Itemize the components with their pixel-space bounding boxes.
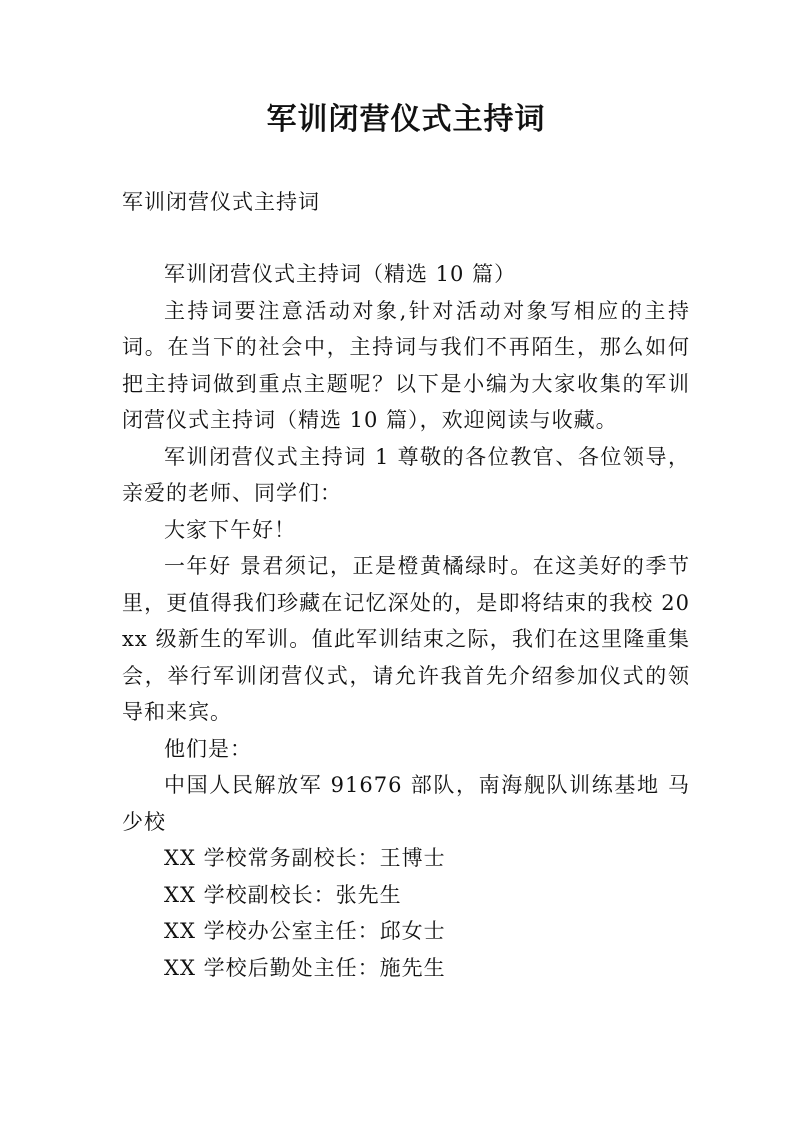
paragraph-opening: 一年好 景君须记，正是橙黄橘绿时。在这美好的季节里，更值得我们珍藏在记忆深处的，是即将结束的我校 20xx 级新生的军训。值此军训结束之际，我们在这里隆重集会，举行军训闭营仪式，请允许我首先介绍参加仪式的领导和来宾。 [122,554,690,724]
document-title: 军训闭营仪式主持词 [266,102,546,137]
paragraph-guest-5: XX 学校后勤处主任：施先生 [164,955,446,980]
paragraph-guest-1: 中国人民解放军 91676 部队，南海舰队训练基地 马少校 [122,773,690,834]
paragraph-greeting-address: 军训闭营仪式主持词 1 尊敬的各位教官、各位领导，亲爱的老师、同学们： [122,444,690,505]
document-body [122,256,690,986]
paragraph-guest-2: XX 学校常务副校长：王博士 [164,846,446,870]
paragraph-heading: 军训闭营仪式主持词（精选 10 篇） [164,262,517,286]
paragraph-guest-3: XX 学校副校长：张先生 [164,882,402,907]
paragraph-guests-intro: 他们是： [164,736,252,761]
document-subtitle: 军训闭营仪式主持词 [122,190,320,214]
paragraph-guest-4: XX 学校办公室主任：邱女士 [164,919,446,943]
paragraph-intro: 主持词要注意活动对象,针对活动对象写相应的主持词。在当下的社会中，主持词与我们不再陌生，那么如何把主持词做到重点主题呢？以下是小编为大家收集的军训闭营仪式主持词（精选 10 篇），欢迎阅读与收藏。 [122,298,690,432]
paragraph-greeting: 大家下午好！ [164,517,296,542]
